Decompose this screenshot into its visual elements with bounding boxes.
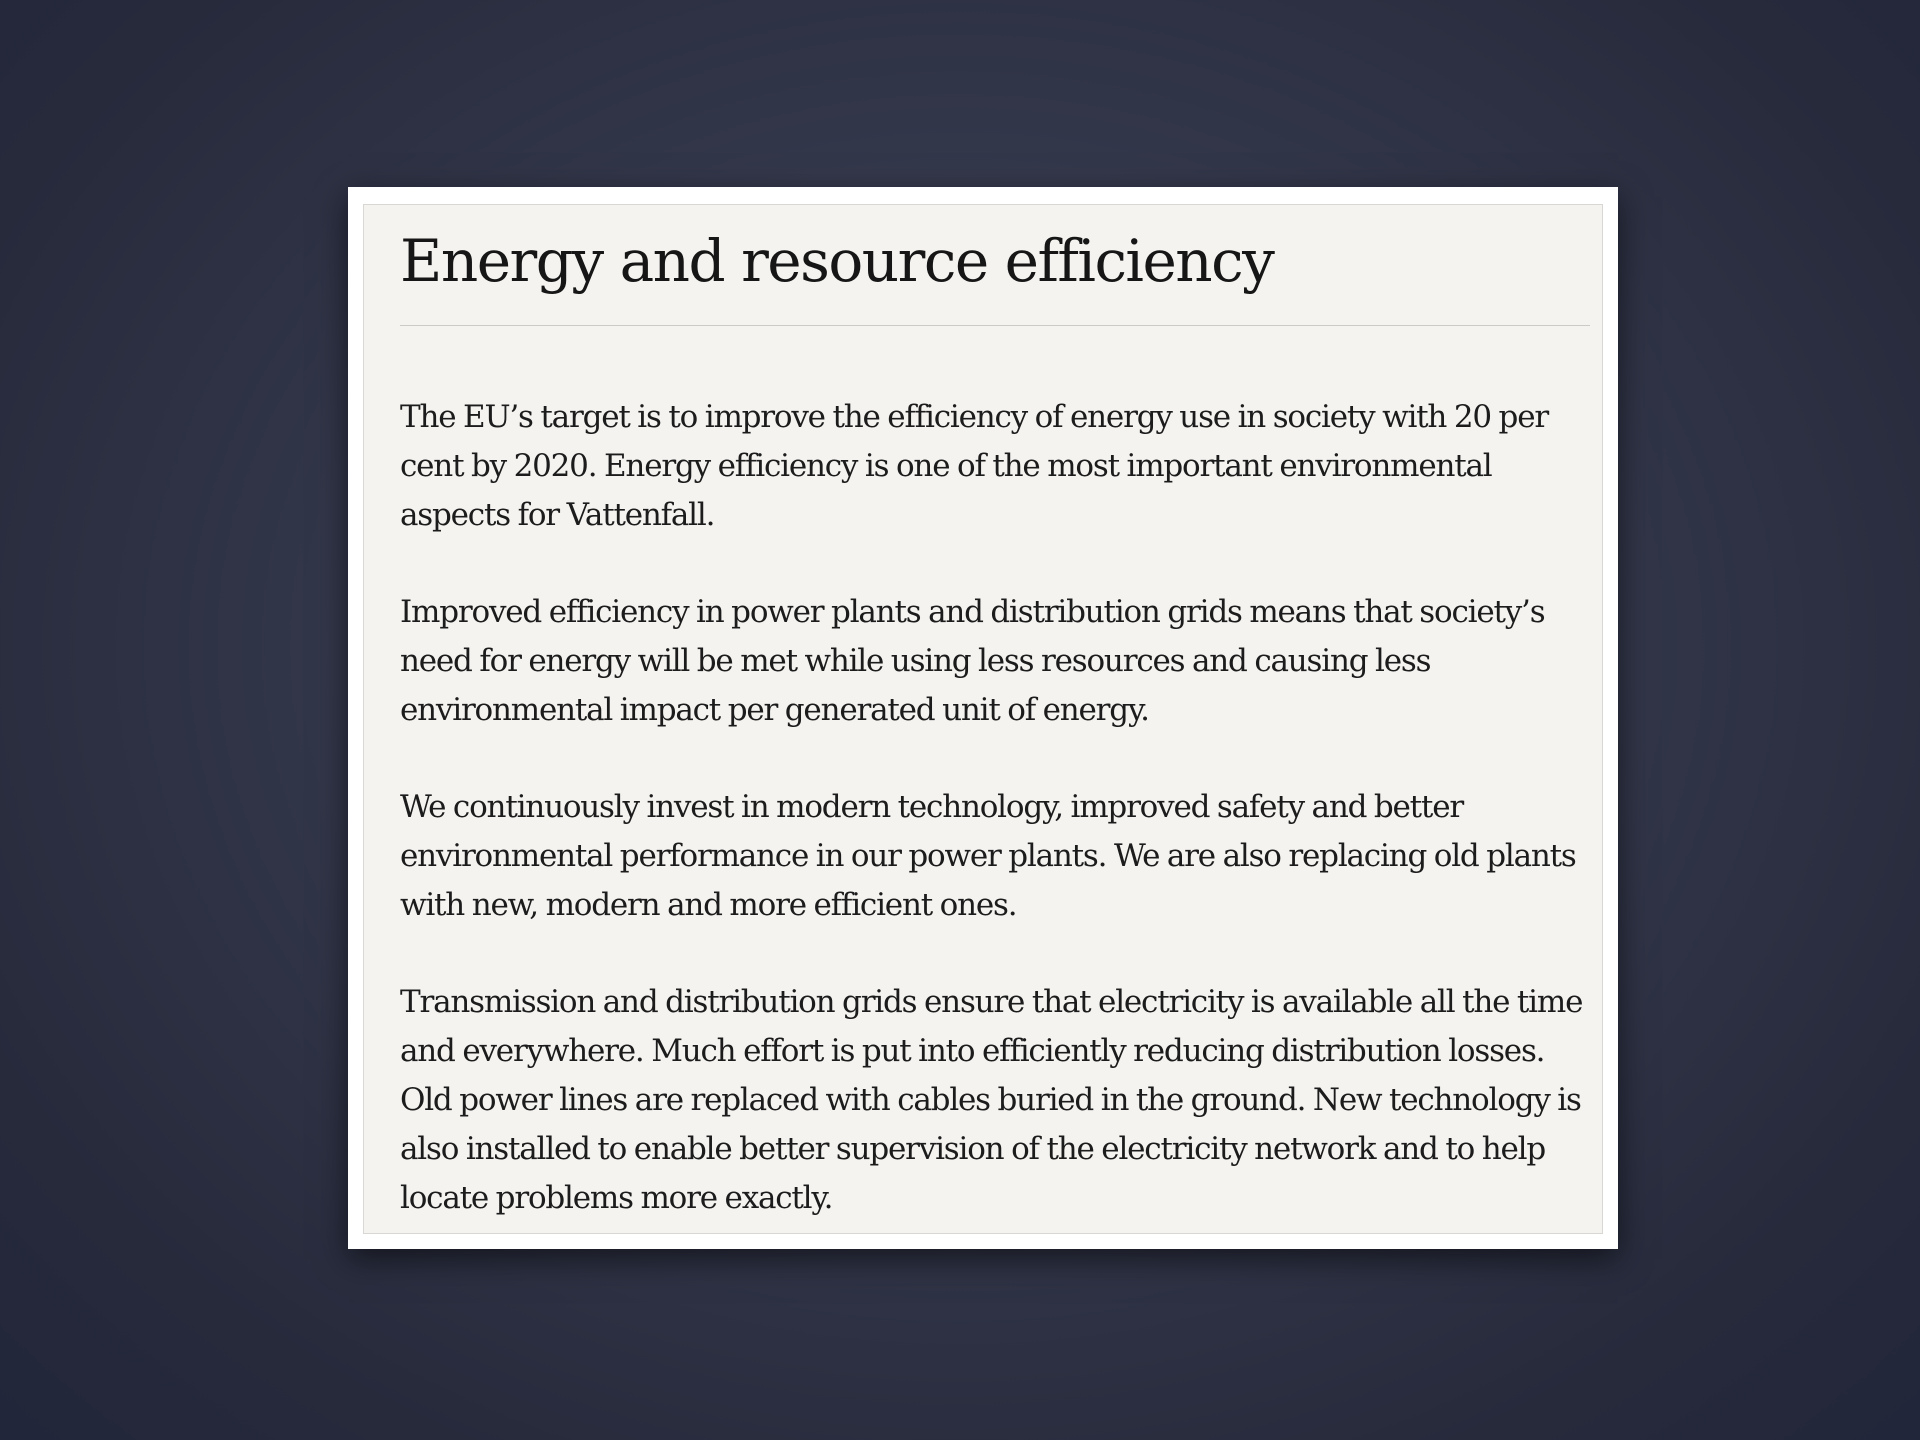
slide-title: Energy and resource efficiency [400, 227, 1274, 295]
content-panel [363, 204, 1603, 1234]
slide-frame [348, 187, 1618, 1249]
paragraph-improved-efficiency: Improved efficiency in power plants and distribution grids means that society’s need for energy will be met while using less resources and causing less environmental impact per generated unit of energy. [400, 594, 1545, 728]
paragraph-eu-target: The EU’s target is to improve the efficiency of energy use in society with 20 per cent by 2020. Energy efficiency is one of the most important environmental aspects for Vattenfall. [400, 399, 1548, 533]
title-divider [400, 325, 1590, 326]
paragraph-grids: Transmission and distribution grids ensure that electricity is available all the time and everywhere. Much effort is put into efficiently reducing distribution losses. Old power lines are replaced with cables buried in the ground. New technology is also installed to enable better supervision of the electricity network and to help locate problems more exactly. [400, 984, 1583, 1216]
paragraph-investment: We continuously invest in modern technology, improved safety and better environmental performance in our power plants. We are also replacing old plants with new, modern and more efficient ones. [400, 789, 1576, 923]
body-text [400, 393, 1590, 1271]
